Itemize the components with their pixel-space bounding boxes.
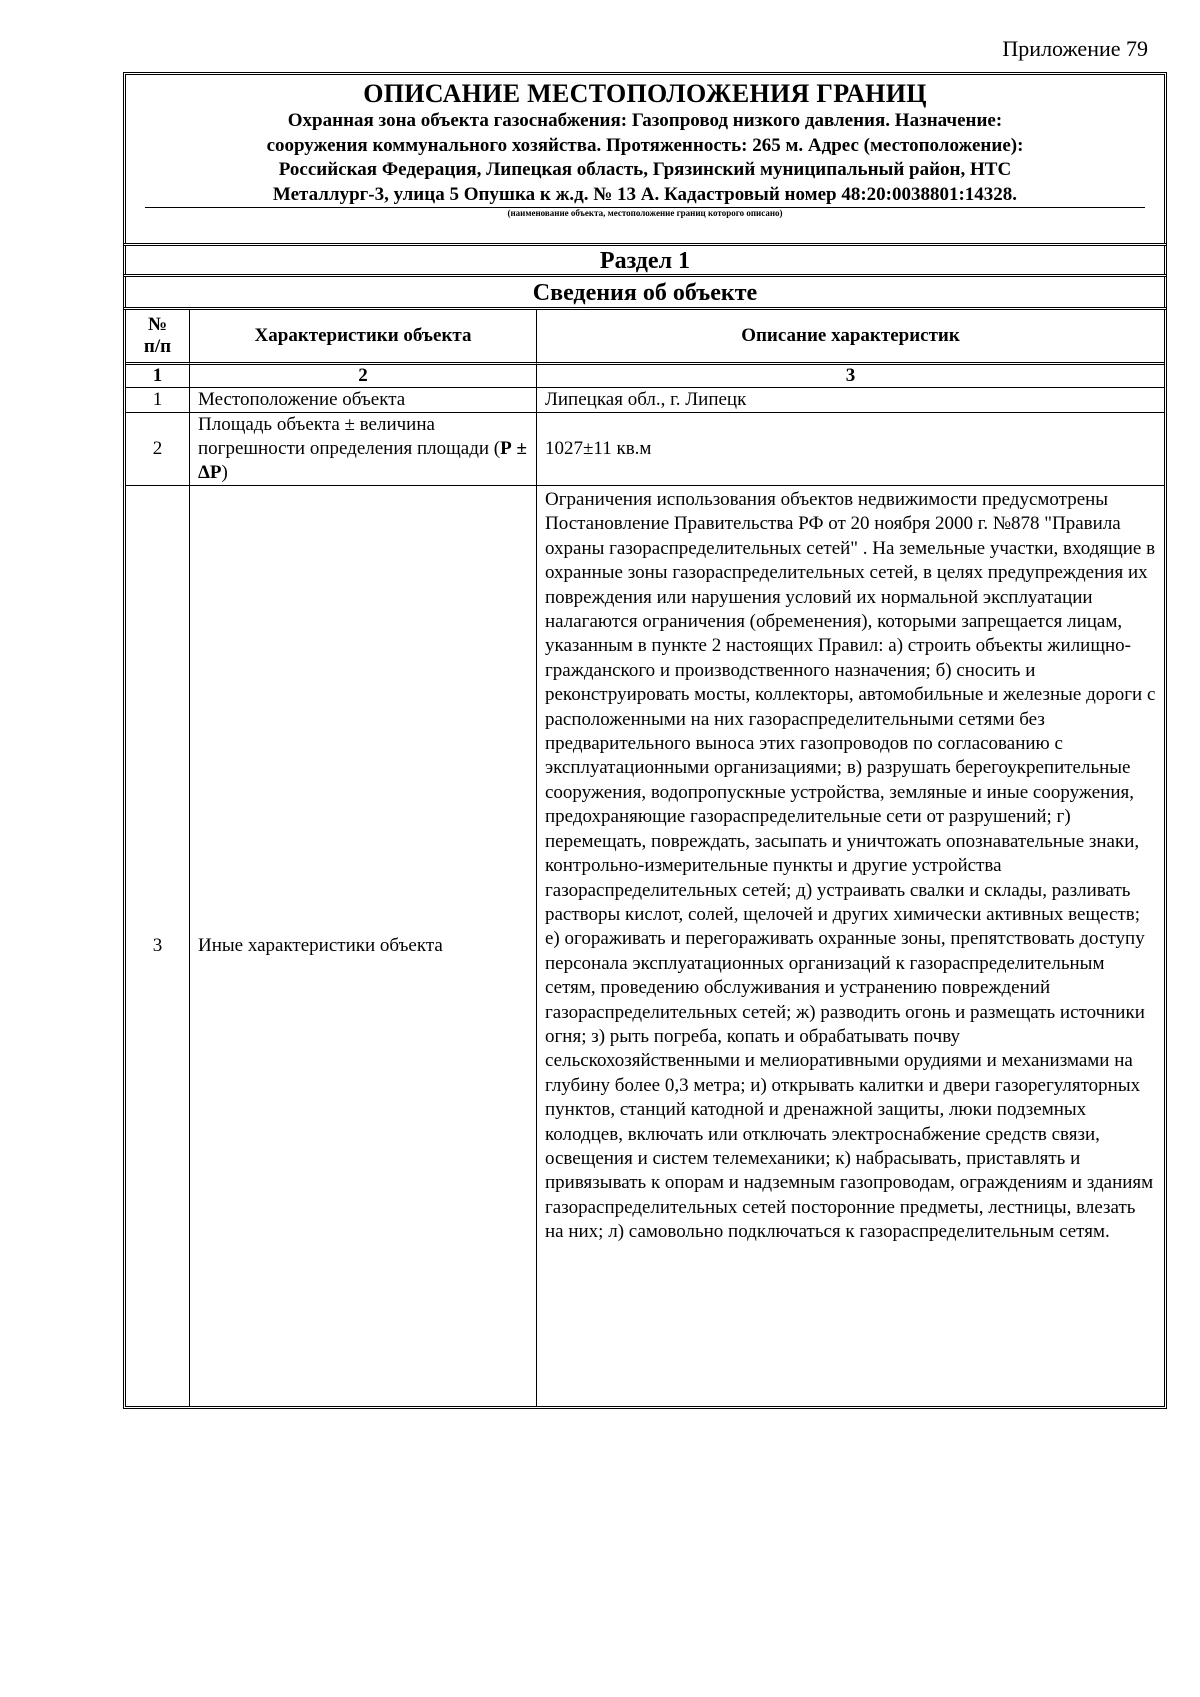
column-number-row bbox=[126, 365, 1164, 388]
document-frame bbox=[123, 72, 1167, 1409]
section-title: Раздел 1 bbox=[123, 243, 1167, 277]
table-header-row bbox=[126, 310, 1164, 365]
row-num: 1 bbox=[126, 388, 190, 413]
area-formula: Р ± ΔР bbox=[198, 438, 527, 483]
column-number: 3 bbox=[537, 365, 1164, 388]
table-row bbox=[126, 388, 1164, 413]
header-num bbox=[126, 310, 190, 365]
header-caption: (наименование объекта, местоположение границ которого описано) bbox=[507, 208, 783, 218]
row-description: Липецкая обл., г. Липецк bbox=[537, 388, 1164, 413]
row-description: Ограничения использования объектов недвижимости предусмотрены Постановление Правительства РФ от 20 ноября 2000 г. №878 "Правила охраны газораспределительных сетей" . На земельные участки, входящие в охранные зоны газораспределительных сетей, в целях предупреждения их повреждения или нарушения условий их нормальной эксплуатации налагаются ограничения (обременения), которыми запрещается лицам, указанным в пункте 2 настоящих Правил: а) строить объекты жилищно-гражданского и производственного назначения; б) сносить и реконструировать мосты, коллекторы, автомобильные и железные дороги с расположенными на них газораспределительными сетями без предварительного выноса этих газопроводов по согласованию с эксплуатационными организациями; в) разрушать берегоукрепительные сооружения, водопропускные устройства, земляные и иные сооружения, предохраняющие газораспределительные сети от разрушений; г) перемещать, повреждать, засыпать и уничтожать опознавательные знаки, контрольно-измерительные пункты и другие устройства газораспределительных сетей; д) устраивать свалки и склады, разливать растворы кислот, солей, щелочей и других химически активных веществ; е) огораживать и перегораживать охранные зоны, препятствовать доступу персонала эксплуатационных организаций к газораспределительным сетям, проведению обслуживания и устранению повреждений газораспределительных сетей; ж) разводить огонь и размещать источники огня; з) рыть погреба, копать и обрабатывать почву сельскохозяйственными и мелиоративными орудиями и механизмами на глубину более 0,3 метра; и) открывать калитки и двери газорегуляторных пунктов, станций катодной и дренажной защиты, люки подземных колодцев, включать или отключать электроснабжение средств связи, освещения и систем телемеханики; к) набрасывать, приставлять и привязывать к опорам и надземным газопроводам, ограждениям и зданиям газораспределительных сетей посторонние предметы, лестницы, влезать на них; л) самовольно подключаться к газораспределительным сетям. bbox=[545, 489, 1156, 1243]
object-description-line: Российская Федерация, Липецкая область, Грязинский муниципальный район, НТС bbox=[278, 159, 1012, 180]
object-description-line: сооружения коммунального хозяйства. Протяженность: 265 м. Адрес (местоположение): bbox=[266, 134, 1024, 156]
document-title: ОПИСАНИЕ МЕСТОПОЛОЖЕНИЯ ГРАНИЦ bbox=[363, 79, 927, 108]
column-number: 1 bbox=[126, 365, 190, 388]
header-description: Описание характеристик bbox=[537, 310, 1164, 365]
column-number: 2 bbox=[190, 365, 537, 388]
characteristics-table bbox=[123, 307, 1167, 1409]
row-num: 3 bbox=[126, 486, 190, 1406]
table-row bbox=[126, 486, 1164, 1406]
object-description bbox=[145, 109, 1145, 208]
row-characteristic bbox=[190, 413, 537, 486]
row-characteristic-text: Площадь объекта ± величина погрешности определения площади ( bbox=[198, 414, 501, 459]
header-num-line: № bbox=[147, 314, 168, 335]
row-characteristic: Иные характеристики объекта bbox=[190, 486, 537, 1406]
header-num-line: п/п bbox=[143, 336, 172, 357]
object-description-line: Охранная зона объекта газоснабжения: Газопровод низкого давления. Назначение: bbox=[287, 110, 1003, 131]
section-subtitle: Сведения об объекте bbox=[123, 274, 1167, 310]
row-num: 2 bbox=[126, 413, 190, 486]
document-header bbox=[123, 72, 1167, 246]
appendix-label: Приложение 79 bbox=[1002, 36, 1148, 61]
row-description: 1027±11 кв.м bbox=[537, 413, 1164, 486]
table-row bbox=[126, 413, 1164, 486]
row-characteristic: Местоположение объекта bbox=[190, 388, 537, 413]
row-characteristic-end: ) bbox=[221, 462, 228, 483]
object-description-line: Металлург-3, улица 5 Опушка к ж.д. № 13 А. Кадастровый номер 48:20:0038801:14328. bbox=[145, 183, 1145, 209]
header-characteristics: Характеристики объекта bbox=[190, 310, 537, 365]
